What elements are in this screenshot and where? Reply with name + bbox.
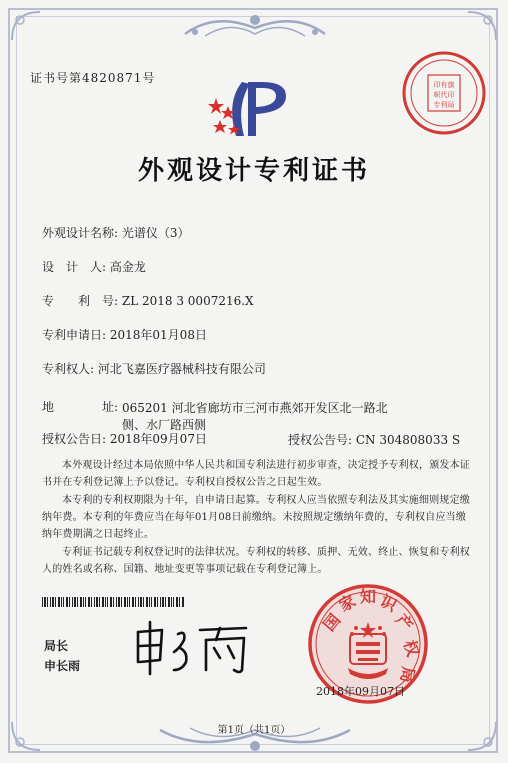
announce-number-value: CN 304808033 S <box>355 433 461 447</box>
certificate-title: 外观设计专利证书 <box>137 156 370 186</box>
address-label: 地 址: <box>42 400 119 414</box>
body-paragraph-3: 专利证书记载专利权登记时的法律状况。专利权的转移、质押、无效、终止、恢复和专利权人的姓名或名称、国籍、地址变更等事项记载在专利登记簿上。 <box>42 547 470 575</box>
announce-date-label: 授权公告日: <box>42 432 107 446</box>
patent-number-value: ZL 2018 3 0007216.X <box>121 294 254 308</box>
filing-date-value: 2018年01月08日 <box>109 328 207 342</box>
director-title: 局长 <box>44 639 69 653</box>
announce-number-label: 授权公告号: <box>288 433 353 447</box>
announce-date-value: 2018年09月07日 <box>109 432 207 446</box>
filing-date-label: 专利申请日: <box>42 328 107 342</box>
svg-text:印有旗: 印有旗 <box>433 81 455 89</box>
designer-value: 高金龙 <box>109 260 146 274</box>
announce-number-row <box>288 431 460 448</box>
corner-ornament-top-left <box>10 10 44 44</box>
svg-text:局: 局 <box>396 665 418 685</box>
patentee-label: 专利权人: <box>42 362 95 376</box>
design-name-label: 外观设计名称: <box>42 226 119 240</box>
svg-text:专利局: 专利局 <box>433 101 455 109</box>
seal-date: 2018年09月07日 <box>316 685 405 698</box>
address-row <box>42 399 118 415</box>
director-name: 申长雨 <box>44 659 81 673</box>
svg-text:识: 识 <box>377 590 401 616</box>
certificate-number: 证书号第4820871号 <box>30 71 156 85</box>
announce-date-row <box>42 431 207 447</box>
filing-date-row <box>42 327 207 343</box>
svg-text:帜代印: 帜代印 <box>433 91 455 99</box>
svg-text:产: 产 <box>391 610 417 635</box>
handwritten-signature <box>128 618 258 676</box>
designer-row <box>42 259 146 275</box>
body-paragraph-2: 本专利的专利权期限为十年，自申请日起算。专利权人应当依照专利法及其实施细则规定缴纳年费。本专利的年费应当在每年01月08日前缴纳。未按照规定缴纳年费的，专利权自应当缴纳年费期满之日起终止。 <box>42 495 470 540</box>
svg-text:国: 国 <box>319 610 345 635</box>
body-paragraph-1: 本外观设计经过本局依照中华人民共和国专利法进行初步审查，决定授予专利权，颁发本证书并在专利登记簿上予以登记。专利权自授权公告之日起生效。 <box>42 460 470 488</box>
designer-label: 设 计 人: <box>42 260 107 274</box>
patent-number-row <box>42 293 254 309</box>
svg-text:知: 知 <box>359 587 377 606</box>
svg-text:权: 权 <box>399 637 423 659</box>
cnipa-logo <box>206 76 296 142</box>
patentee-value: 河北飞嘉医疗器械科技有限公司 <box>97 362 266 376</box>
patentee-row <box>42 361 266 377</box>
svg-text:家: 家 <box>335 590 359 616</box>
top-right-red-seal <box>398 47 490 139</box>
patent-number-label: 专 利 号: <box>42 294 119 308</box>
design-name-row <box>42 225 190 241</box>
barcode <box>42 597 184 607</box>
page-number: 第1页（共1页） <box>217 725 291 736</box>
corner-ornament-top-right <box>464 10 498 44</box>
design-name-value: 光谱仪（3） <box>121 226 190 240</box>
address-value: 065201 河北省廊坊市三河市燕郊开发区北一路北侧、水厂路西侧 <box>122 401 388 432</box>
top-ornament <box>175 10 335 42</box>
